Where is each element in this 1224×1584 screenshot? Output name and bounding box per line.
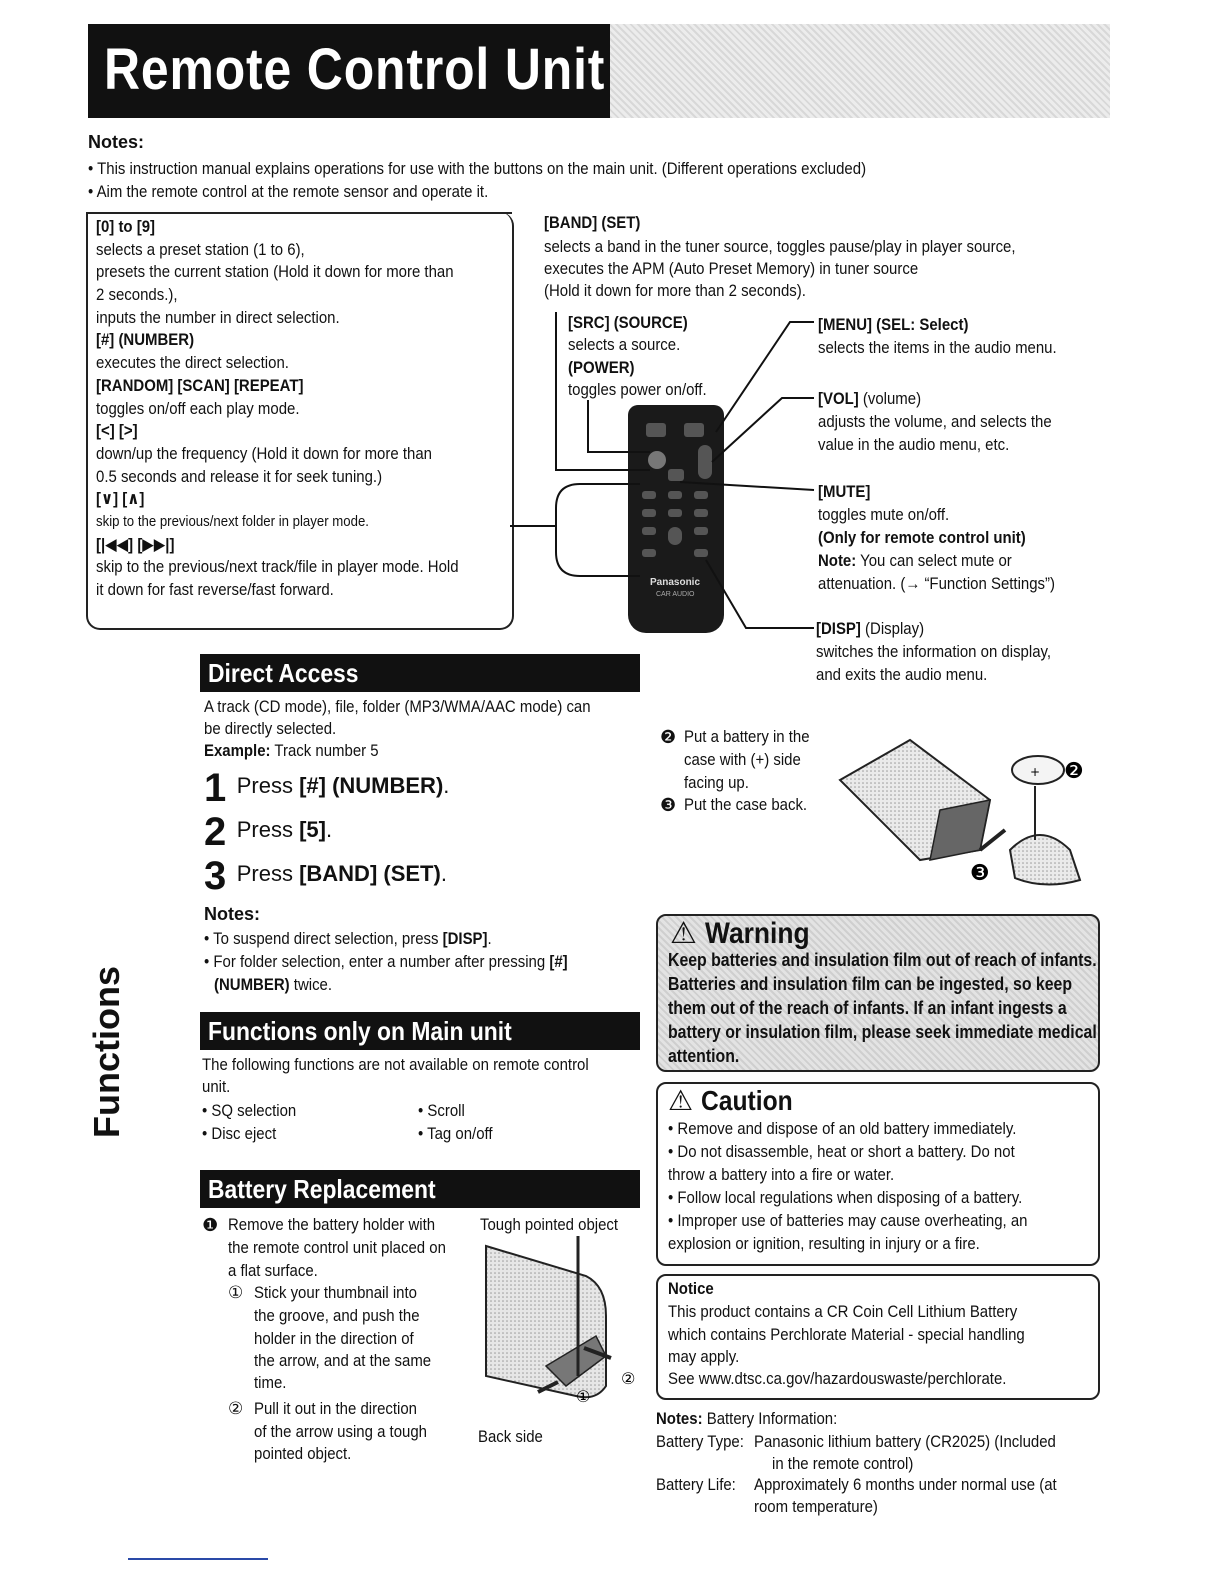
battery-life-label: Battery Life: xyxy=(656,1475,736,1494)
example-label: Example: xyxy=(204,741,271,760)
arrow-2-mark: ② xyxy=(621,1369,636,1388)
disp-label-rest: (Display) xyxy=(860,619,925,638)
notice-line: which contains Perchlorate Material - special handling xyxy=(668,1325,1025,1344)
direct-note-2: • For folder selection, enter a number after pressing xyxy=(204,952,550,971)
step-text: Press xyxy=(236,861,300,886)
warning-line: attention. xyxy=(668,1046,740,1066)
battery-step-1: the remote control unit placed on xyxy=(228,1238,446,1257)
step-key: [#] (NUMBER) xyxy=(299,773,444,798)
battery-step-3: Put the case back. xyxy=(684,795,808,814)
caution-line: • Do not disassemble, heat or short a battery. Do not xyxy=(668,1142,1015,1161)
direct-access-intro: be directly selected. xyxy=(204,719,337,738)
step-text-end: . xyxy=(443,773,450,798)
mute-note-label: Note: xyxy=(818,551,857,570)
functions-main-heading: Functions only on Main unit xyxy=(200,1012,640,1050)
battery-type-value: Panasonic lithium battery (CR2025) (Included xyxy=(754,1432,1056,1451)
step-text: Press xyxy=(236,817,300,842)
battery-sub-1: Stick your thumbnail into xyxy=(254,1283,417,1302)
caution-line: explosion or ignition, resulting in injury or a fire. xyxy=(668,1234,980,1253)
notes-heading: Notes: xyxy=(88,132,145,152)
arrow-1-mark: ① xyxy=(576,1387,591,1406)
src-desc: selects a source. xyxy=(568,335,681,354)
step-text-end: . xyxy=(325,817,333,842)
vol-label: [VOL] xyxy=(818,389,859,408)
vol-label-rest: (volume) xyxy=(858,389,922,408)
battery-case-illustration xyxy=(830,730,1100,910)
note-item: • This instruction manual explains operations for use with the buttons on the main unit. (Different operations excluded) xyxy=(88,159,867,178)
direct-note-1: • To suspend direct selection, press xyxy=(204,929,443,948)
key-desc: toggles on/off each play mode. xyxy=(96,398,300,418)
mute-note-line2: attenuation. (→ “Function Settings”) xyxy=(818,574,1055,593)
vol-desc: value in the audio menu, etc. xyxy=(818,435,1010,454)
menu-label-rest: Select) xyxy=(915,315,969,334)
battery-life-value: room temperature) xyxy=(754,1497,878,1516)
warning-title: Warning xyxy=(705,917,810,950)
remote-brand-sub: CAR AUDIO xyxy=(656,591,695,598)
direct-note-2-key2: (NUMBER) xyxy=(214,975,290,994)
power-desc: toggles power on/off. xyxy=(568,380,707,399)
warning-icon: ⚠ xyxy=(670,917,697,950)
step-text: Press xyxy=(236,773,300,798)
band-desc: executes the APM (Auto Preset Memory) in tuner source xyxy=(544,259,919,278)
function-item: • Scroll xyxy=(418,1101,465,1120)
notice-line: See www.dtsc.ca.gov/hazardouswaste/perchlorate. xyxy=(668,1369,1007,1388)
circle-2: ❷ xyxy=(660,727,677,747)
disp-label: [DISP] xyxy=(816,619,861,638)
footer-rule xyxy=(128,1558,268,1560)
svg-text:+: + xyxy=(1030,765,1041,779)
functions-main-intro: unit. xyxy=(202,1077,231,1096)
sub-2-symbol: ② xyxy=(228,1399,244,1418)
key-desc: it down for fast reverse/fast forward. xyxy=(96,580,334,599)
step-3 xyxy=(204,856,447,896)
battery-type-label: Battery Type: xyxy=(656,1432,744,1451)
circle-3: ❸ xyxy=(660,795,677,815)
step-2 xyxy=(204,812,332,852)
caution-line: throw a battery into a fire or water. xyxy=(668,1165,895,1184)
tough-object-label: Tough pointed object xyxy=(480,1215,619,1234)
step-number: 3 xyxy=(204,854,227,898)
caution-line: • Follow local regulations when disposing of a battery. xyxy=(668,1188,1023,1207)
direct-note-2-key: [#] xyxy=(549,952,568,971)
case-mark-2: ❷ xyxy=(1064,759,1084,784)
band-label: [BAND] (SET) xyxy=(544,213,641,232)
battery-sub-1: time. xyxy=(254,1373,287,1392)
src-label: [SRC] (SOURCE) xyxy=(568,313,688,332)
caution-title: Caution xyxy=(700,1085,793,1116)
battery-replacement-heading: Battery Replacement xyxy=(200,1170,640,1208)
sub-1-symbol: ① xyxy=(228,1283,244,1302)
function-item: • Disc eject xyxy=(202,1124,277,1143)
step-1 xyxy=(204,768,449,808)
side-tab-label: Functions xyxy=(86,966,127,1138)
caution-line: • Remove and dispose of an old battery immediately. xyxy=(668,1119,1017,1138)
key-label: [RANDOM] [SCAN] [REPEAT] xyxy=(96,375,304,395)
vol-desc: adjusts the volume, and selects the xyxy=(818,412,1052,431)
warning-line: Batteries and insulation film can be ingested, so keep xyxy=(668,974,1073,994)
battery-life-value: Approximately 6 months under normal use (at xyxy=(754,1475,1057,1494)
key-label: [0] to [9] xyxy=(96,217,156,236)
battery-step-1: Remove the battery holder with xyxy=(228,1215,436,1234)
caution-icon: ⚠ xyxy=(668,1085,694,1116)
key-label: [|◀◀] [▶▶|] xyxy=(96,534,175,554)
battery-info-label: Notes: xyxy=(656,1409,703,1428)
warning-line: battery or insulation film, please seek immediate medical xyxy=(668,1022,1097,1042)
key-label: [∨] [∧] xyxy=(96,489,145,509)
battery-sub-2: pointed object. xyxy=(254,1444,352,1463)
key-label: [<] [>] xyxy=(96,421,138,441)
warning-line: Keep batteries and insulation film out of reach of infants. xyxy=(668,950,1097,970)
step-text-end: . xyxy=(440,861,447,886)
power-label: (POWER) xyxy=(568,358,635,377)
battery-step-2: facing up. xyxy=(684,773,749,792)
key-desc: 2 seconds.), xyxy=(96,285,178,305)
caution-line: • Improper use of batteries may cause overheating, an xyxy=(668,1211,1028,1230)
menu-desc: selects the items in the audio menu. xyxy=(818,338,1057,357)
case-mark-3: ❸ xyxy=(970,861,990,886)
side-tab xyxy=(86,966,127,1140)
function-item: • Tag on/off xyxy=(418,1124,493,1143)
battery-sub-1: holder in the direction of xyxy=(254,1329,414,1348)
note-item: • Aim the remote control at the remote sensor and operate it. xyxy=(88,182,489,201)
direct-note-1-end: . xyxy=(487,929,492,948)
remote-brand: Panasonic xyxy=(650,577,701,588)
key-desc: 0.5 seconds and release it for seek tuning.) xyxy=(96,466,383,486)
direct-note-2-end: twice. xyxy=(289,975,333,994)
notice-line: may apply. xyxy=(668,1347,740,1366)
battery-step-1: a flat surface. xyxy=(228,1261,318,1280)
notice-line: This product contains a CR Coin Cell Lithium Battery xyxy=(668,1302,1018,1321)
disp-desc: switches the information on display, xyxy=(816,642,1052,661)
step-number: 2 xyxy=(204,810,227,854)
step-key: [BAND] (SET) xyxy=(299,861,441,886)
disp-desc: and exits the audio menu. xyxy=(816,665,988,684)
battery-step-2: case with (+) side xyxy=(684,750,801,769)
circle-1: ❶ xyxy=(202,1215,219,1235)
back-side-label: Back side xyxy=(478,1427,543,1446)
key-desc: presets the current station (Hold it down for more than xyxy=(96,262,454,282)
battery-sub-1: the arrow, and at the same xyxy=(254,1351,432,1370)
key-desc: executes the direct selection. xyxy=(96,353,289,373)
warning-line: them out of the reach of infants. If an infant ingests a xyxy=(668,998,1067,1018)
page-title: Remote Control Unit xyxy=(104,37,606,102)
functions-main-intro: The following functions are not available on remote control xyxy=(202,1055,589,1074)
leader-lines xyxy=(0,0,1224,700)
key-desc: skip to the previous/next folder in player mode. xyxy=(96,512,369,530)
band-desc: (Hold it down for more than 2 seconds). xyxy=(544,281,806,300)
key-desc: inputs the number in direct selection. xyxy=(96,307,340,327)
battery-info-title: Battery Information: xyxy=(702,1409,838,1428)
notice-title: Notice xyxy=(668,1279,714,1298)
key-label: [#] (NUMBER) xyxy=(96,330,195,350)
direct-note-1-key: [DISP] xyxy=(442,929,488,948)
key-desc: selects a preset station (1 to 6), xyxy=(96,239,305,259)
step-key: [5] xyxy=(299,817,326,842)
function-item: • SQ selection xyxy=(202,1101,297,1120)
key-desc: down/up the frequency (Hold it down for more than xyxy=(96,443,432,463)
battery-sub-2: Pull it out in the direction xyxy=(254,1399,417,1418)
battery-step-2: Put a battery in the xyxy=(684,727,810,746)
battery-holder-illustration xyxy=(466,1236,644,1416)
band-desc: selects a band in the tuner source, toggles pause/play in player source, xyxy=(544,237,1016,256)
step-number: 1 xyxy=(204,766,227,810)
direct-access-intro: A track (CD mode), file, folder (MP3/WMA/AAC mode) can xyxy=(204,697,591,716)
key-desc: skip to the previous/next track/file in player mode. Hold xyxy=(96,557,459,577)
mute-desc: toggles mute on/off. xyxy=(818,505,950,524)
battery-type-value: in the remote control) xyxy=(772,1454,914,1473)
battery-sub-1: the groove, and push the xyxy=(254,1306,420,1325)
direct-notes-heading: Notes: xyxy=(204,904,261,924)
battery-sub-2: of the arrow using a tough xyxy=(254,1422,427,1441)
direct-access-heading: Direct Access xyxy=(200,654,640,692)
mute-only: (Only for remote control unit) xyxy=(818,528,1026,547)
mute-label: [MUTE] xyxy=(818,482,871,501)
menu-label: [MENU] (SEL: xyxy=(818,315,916,334)
mute-note: You can select mute or xyxy=(856,551,1012,570)
example-text: Track number 5 xyxy=(270,741,379,760)
